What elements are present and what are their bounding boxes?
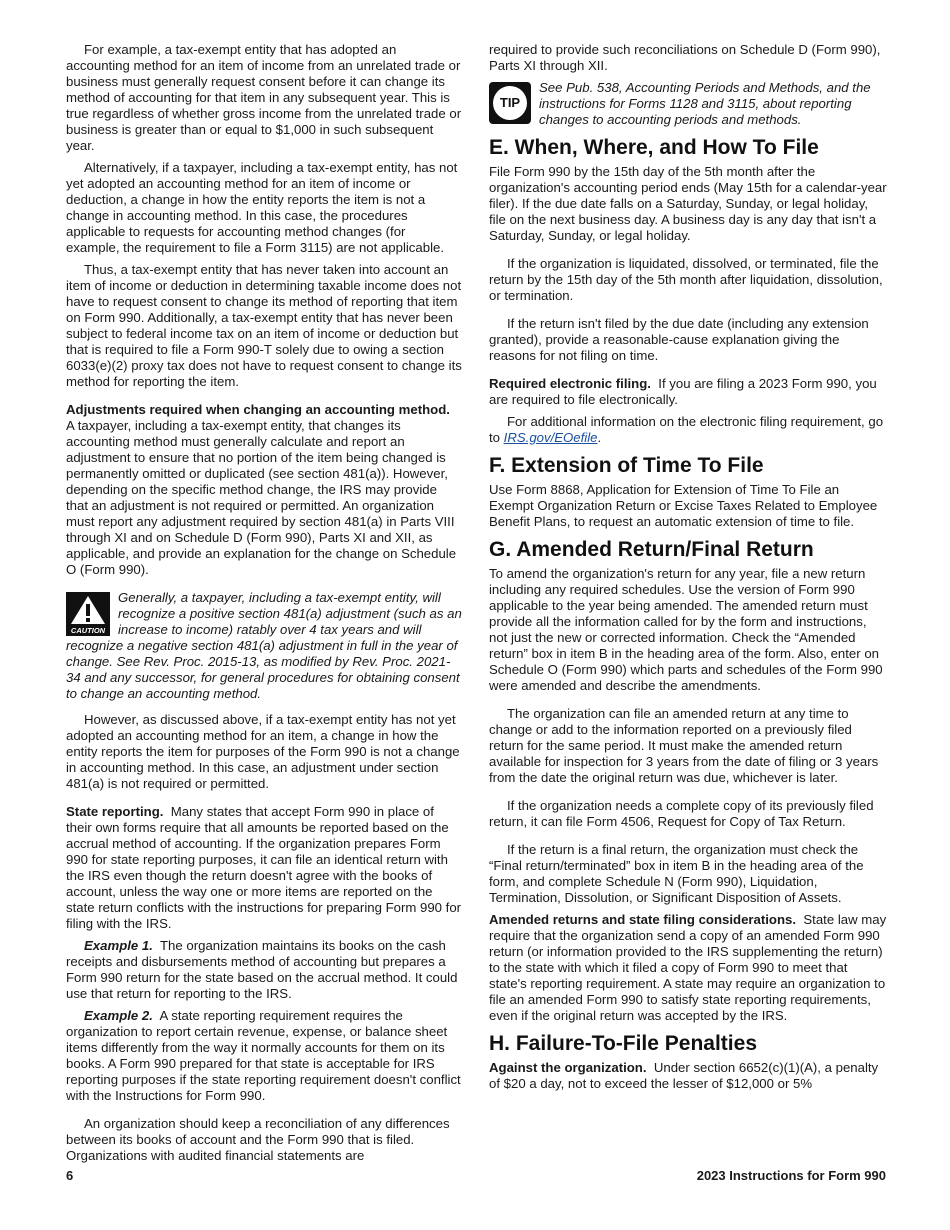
paragraph-body: A state reporting requirement requires the organization to report certain revenue, expense, or balance sheet items differently from the way it normally accounts for them on its books. A Form 990 prepared for that state is acceptable for IRS reporting purposes if the state reporting requirement doesn't conflict with the Instructions for Form 990.	[66, 1008, 461, 1103]
paragraph-against-org	[489, 1060, 887, 1092]
punctuation: .	[597, 430, 602, 445]
paragraph: An organization should keep a reconciliation of any differences between its books of account and the Form 990 that is filed. Organizations with audited financial statements are	[66, 1116, 450, 1163]
caution-note	[66, 590, 462, 702]
paragraph-adjustments	[66, 402, 462, 578]
paragraph: If the return is a final return, the organization must check the “Final return/terminated” box in item B in the heading area of the form, and complete Schedule N (Form 990), Liquidation, Termination, Dissolution, or Significant Disposition of Assets.	[489, 842, 864, 905]
paragraph-example-2	[66, 1008, 462, 1104]
section-heading-f: F. Extension of Time To File	[489, 454, 764, 477]
paragraph-efile-link	[489, 414, 887, 446]
paragraph: File Form 990 by the 15th day of the 5th month after the organization's accounting period ends (May 15th for a calendar-year filer). If the due date falls on a Saturday, Sunday, or legal holiday, file on the next business day. A business day is any day that isn't a Saturday, Sunday, or legal holiday.	[489, 164, 887, 243]
caution-label: CAUTION	[70, 626, 106, 635]
paragraph-example-1	[66, 938, 462, 1002]
paragraph: Thus, a tax-exempt entity that has never taken into account an item of income or deduction in determining taxable income does not have to request consent to change its method of reporting that item on Form 990. Additionally, a tax-exempt entity that has never been subject to federal income tax on an item of income or deduction but that is required to file a Form 990-T solely due to owing a section 6033(e)(2) proxy tax does not have to request consent to change its method for reporting the item.	[66, 262, 462, 389]
paragraph-body: Many states that accept Form 990 in place of their own forms require that all amounts be reported based on the accrual method of accounting. If the organization prepares Form 990 for state reporting purposes, it can file an identical return with the IRS even though the return doesn't agree with the books of account, unless the way one or more items are reported on the state return conflicts with the instructions for preparing Form 990 for filing with the IRS.	[66, 804, 462, 931]
paragraph-amended-state	[489, 912, 887, 1024]
paragraph: If the organization is liquidated, dissolved, or terminated, file the return by the 15th day of the 5th month after liquidation, dissolution, or termination.	[489, 256, 883, 303]
right-column	[489, 42, 887, 1098]
run-in-heading: Adjustments required when changing an accounting method.	[66, 402, 450, 417]
tip-note	[489, 80, 887, 128]
paragraph-body: A taxpayer, including a tax-exempt entity, that changes its accounting method must generally calculate and report an adjustment to ensure that no portion of the item being changed is permanently omitted or duplicated (see section 481(a)). However, depending on the specific method change, the IRS may provide that an adjustment is not required or permitted. An organization must report any adjustment required by section 481(a) in Parts VIII through XI and on Schedule D (Form 990), Parts XI and XII, as applicable, and provide an explanation for the change on Schedule O (Form 990).	[66, 418, 457, 577]
footer-title: 2023 Instructions for Form 990	[696, 1168, 886, 1183]
section-heading-g: G. Amended Return/Final Return	[489, 538, 814, 561]
paragraph: For example, a tax-exempt entity that has adopted an accounting method for an item of income from an unrelated trade or business must generally request consent before it can change its method of accounting for that item in any subsequent year. This is true regardless of whether gross income from the unrelated trade or business is greater than or equal to $1,000 in such subsequent year.	[66, 42, 462, 153]
section-heading-e: E. When, Where, and How To File	[489, 136, 819, 159]
section-heading-h: H. Failure-To-File Penalties	[489, 1032, 757, 1055]
left-column	[66, 42, 462, 1170]
paragraph: If the organization needs a complete copy of its previously filed return, it can file Form 4506, Request for Copy of Tax Return.	[489, 798, 874, 829]
run-in-heading: Required electronic filing.	[489, 376, 651, 391]
tip-label: TIP	[493, 86, 527, 120]
paragraph-body: The organization maintains its books on the cash receipts and disbursements method of accounting but prepares a Form 990 return for the state based on the accrual method. It could use that return for reporting to the IRS.	[66, 938, 458, 1001]
page-number: 6	[66, 1168, 74, 1183]
paragraph-body: State law may require that the organization send a copy of an amended Form 990 return (or information provided to the IRS supplementing the return) to the state with which it filed a copy of Form 990 to meet that state's reporting requirement. A state may require an organization to file an amended Form 990 to satisfy state reporting requirements, even if the original return was accepted by the IRS.	[489, 912, 887, 1023]
tip-icon	[489, 82, 531, 124]
paragraph-required-efile	[489, 376, 887, 408]
paragraph-body: For additional information on the electronic filing requirement, go to	[489, 414, 884, 445]
run-in-heading: Amended returns and state filing considerations.	[489, 912, 797, 927]
paragraph: To amend the organization's return for any year, file a new return including any required schedules. Use the version of Form 990 applicable to the year being amended. The amended return must provide all the information called for by the form and instructions, not just the new or corrected information. Check the “Amended return” box in item B in the heading area of the form. Also, enter on Schedule O (Form 990) which parts and schedules of the Form 990 were amended and describe the amendments.	[489, 566, 883, 693]
run-in-heading: Against the organization.	[489, 1060, 647, 1075]
paragraph: Use Form 8868, Application for Extension of Time To File an Exempt Organization Return or Excise Taxes Related to Employee Benefit Plans, to request an automatic extension of time to file.	[489, 482, 878, 529]
caution-icon	[66, 592, 110, 636]
run-in-heading: State reporting.	[66, 804, 164, 819]
caution-text: Generally, a taxpayer, including a tax-exempt entity, will recognize a positive section 481(a) adjustment (such as an increase to income) ratably over 4 tax years and will recognize a negative section 481(a) adjustment in full in the year of change. See Rev. Proc. 2015-13, as modified by Rev. Proc. 2021-34 and any successor, for general procedures for obtaining consent to change an accounting method.	[66, 590, 462, 701]
paragraph: If the return isn't filed by the due date (including any extension granted), provide a reasonable-cause explanation giving the reasons for not filing on time.	[489, 316, 869, 363]
eoefile-link[interactable]: IRS.gov/EOefile	[503, 430, 598, 445]
paragraph: However, as discussed above, if a tax-exempt entity has not yet adopted an accounting method for an item, a change in how the entity reports the item for purposes of the Form 990 is not a change in accounting method. In this case, an adjustment under section 481(a) is not required or permitted.	[66, 712, 460, 791]
paragraph: required to provide such reconciliations on Schedule D (Form 990), Parts XI through XII.	[489, 42, 881, 73]
paragraph-body: Under section 6652(c)(1)(A), a penalty of $20 a day, not to exceed the lesser of $12,000 or 5%	[489, 1060, 879, 1091]
paragraph-state-reporting	[66, 804, 462, 932]
paragraph: The organization can file an amended return at any time to change or add to the information reported on a previously filed return for the same period. It must make the amended return available for inspection for 3 years from the date of filing or 3 years from the date the original return was due, whichever is later.	[489, 706, 879, 785]
example-heading: Example 2.	[84, 1008, 153, 1023]
example-heading: Example 1.	[84, 938, 153, 953]
tip-text: See Pub. 538, Accounting Periods and Methods, and the instructions for Forms 1128 and 3115, about reporting changes to accounting periods and methods.	[539, 80, 871, 127]
paragraph: Alternatively, if a taxpayer, including a tax-exempt entity, has not yet adopted an accounting method for an item of income or deduction, a change in how the entity reports the item is not a change in accounting method. In this case, the procedures applicable to requests for accounting method changes (for example, the requirement to file a Form 3115) are not applicable.	[66, 160, 458, 255]
paragraph-body: If you are filing a 2023 Form 990, you are required to file electronically.	[489, 376, 877, 407]
